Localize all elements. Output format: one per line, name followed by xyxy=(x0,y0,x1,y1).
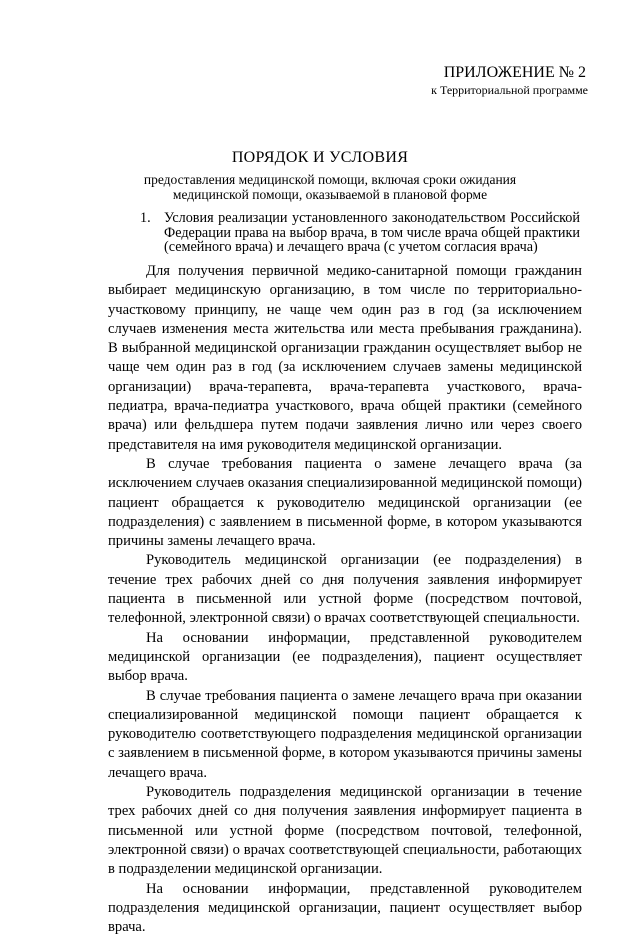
section-heading-text: Условия реализации установленного законодательством Российской Федерации права на выбор врача, в том числе врача общей практики (семейного врача) и лечащего врача (с учетом согласия врача) xyxy=(164,211,580,255)
appendix-title: ПРИЛОЖЕНИЕ № 2 xyxy=(431,64,586,82)
paragraph: На основании информации, представленной руководителем подразделения медицинской организации, пациент осуществляет выбор врача. xyxy=(108,880,582,937)
paragraph: На основании информации, представленной руководителем медицинской организации (ее подразделения), пациент осуществляет выбор врача. xyxy=(108,629,582,687)
document-title: ПОРЯДОК И УСЛОВИЯ xyxy=(0,148,640,168)
body-text xyxy=(108,262,582,937)
paragraph: В случае требования пациента о замене лечащего врача при оказании специализированной медицинской помощи пациент обращается к руководителю соответствующего подразделения медицинской организации с заявлением в письменной форме, в котором указываются причины замены лечащего врача. xyxy=(108,687,582,783)
paragraph: В случае требования пациента о замене лечащего врача (за исключением случаев оказания специализированной медицинской помощи) пациент обращается к руководителю медицинской организации (ее подразделения) с заявлением в письменной форме, в котором указываются причины замены лечащего врача. xyxy=(108,455,582,551)
appendix-header xyxy=(431,64,588,98)
section-number: 1. xyxy=(140,211,151,226)
appendix-subtitle: к Территориальной программе xyxy=(431,82,588,98)
section-heading xyxy=(140,211,580,255)
paragraph: Руководитель подразделения медицинской организации в течение трех рабочих дней со дня получения заявления информирует пациента в письменной или устной форме (посредством почтовой, телефонной, электронной связи) о врачах соответствующей специальности, работающих в подразделении медицинской организации. xyxy=(108,783,582,879)
paragraph: Руководитель медицинской организации (ее подразделения) в течение трех рабочих дней со дня получения заявления информирует пациента в письменной или устной форме (посредством почтовой, телефонной, электронной связи) о врачах соответствующей специальности. xyxy=(108,551,582,628)
document-subtitle: предоставления медицинской помощи, включая сроки ожидания медицинской помощи, оказываемой в плановой форме xyxy=(140,172,520,202)
paragraph: Для получения первичной медико-санитарной помощи гражданин выбирает медицинскую организацию, в том числе по территориально-участковому принципу, не чаще чем один раз в год (за исключением случаев изменения места жительства или места пребывания гражданина). В выбранной медицинской организации гражданин осуществляет выбор не чаще чем один раз в год (за исключением случаев замены медицинской организации) врача-терапевта, врача-терапевта участкового, врача-педиатра, врача-педиатра участкового, врача общей практики (семейного врача) или фельдшера путем подачи заявления лично или через своего представителя на имя руководителя медицинской организации. xyxy=(108,262,582,455)
